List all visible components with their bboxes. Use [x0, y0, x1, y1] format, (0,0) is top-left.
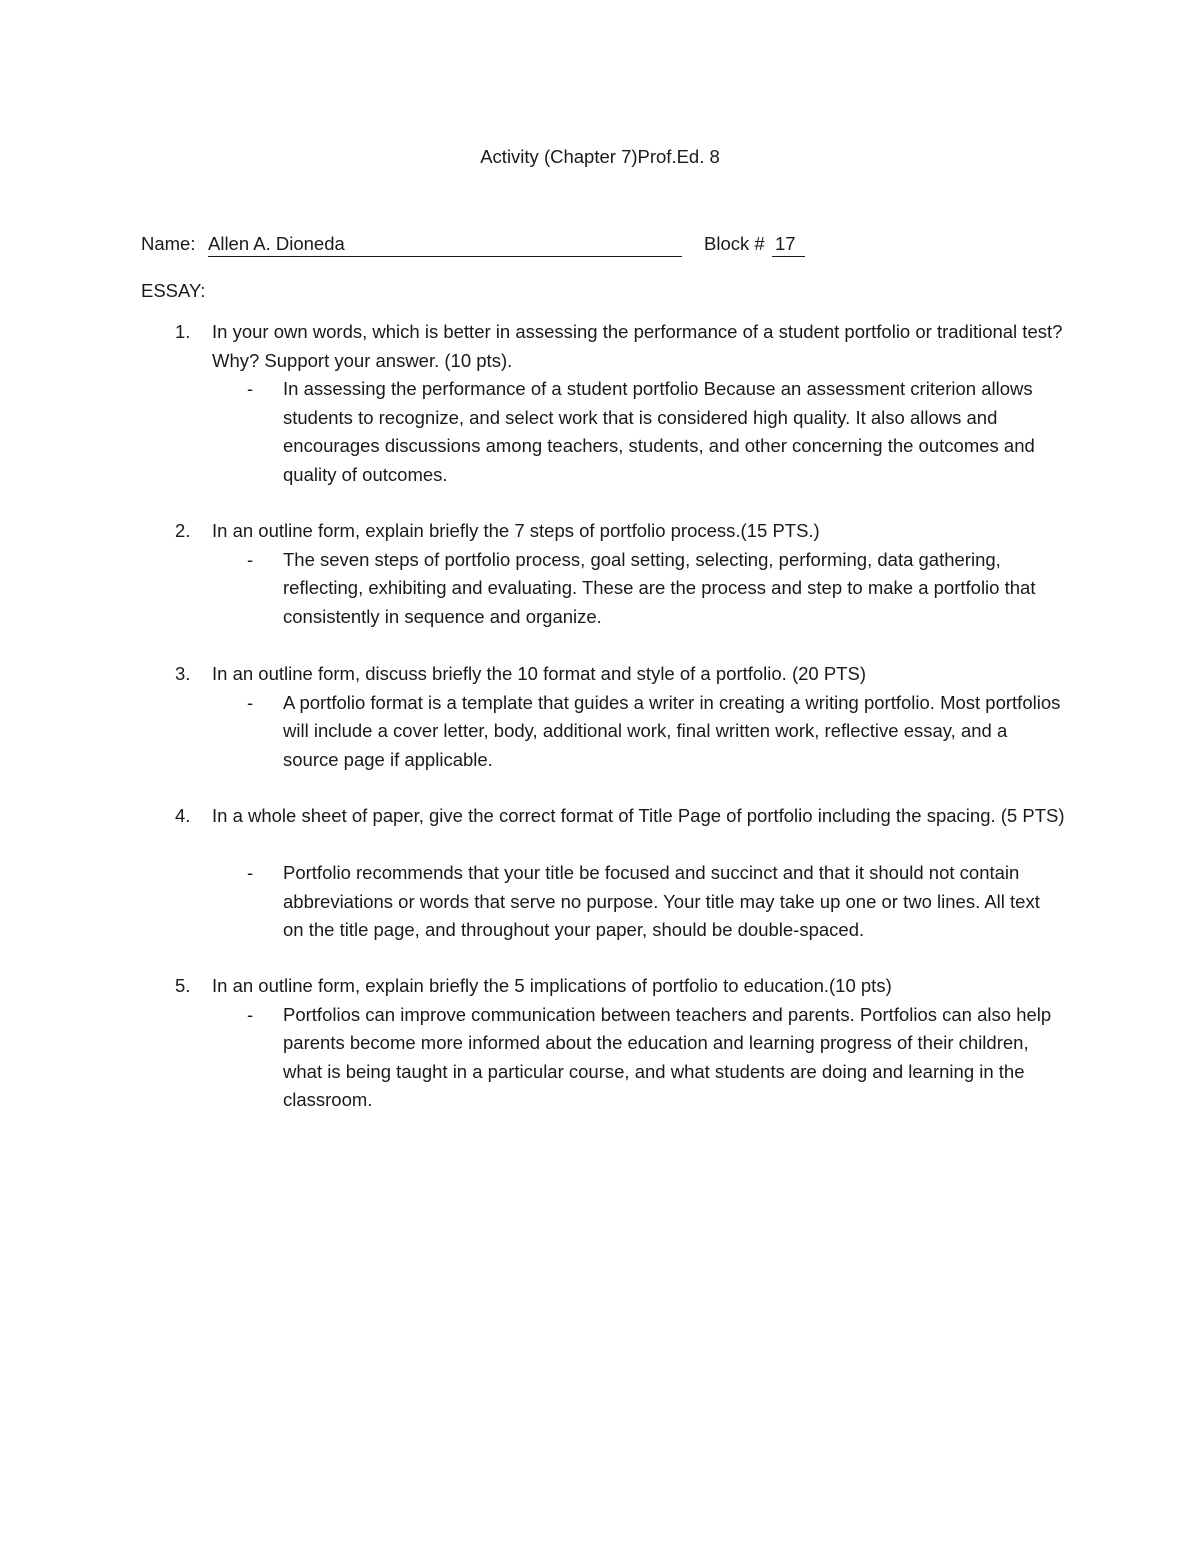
block-label: Block #: [704, 233, 765, 254]
answer-bullet: -: [247, 548, 254, 570]
question-number: 5.: [175, 975, 191, 996]
name-label: Name:: [141, 233, 196, 254]
question-text: In an outline form, explain briefly the 5 implications of portfolio to education.(10 pts): [212, 975, 892, 996]
block-underline: [772, 256, 805, 257]
question-number: 3.: [175, 663, 191, 684]
question-number: 1.: [175, 321, 191, 342]
block-value: 17: [775, 233, 796, 254]
question-number: 4.: [175, 805, 191, 826]
question-text: In an outline form, explain briefly the 7 steps of portfolio process.(15 PTS.): [212, 520, 820, 541]
answer-bullet: -: [247, 862, 254, 883]
name-underline: [208, 256, 682, 257]
essay-label: ESSAY:: [141, 280, 206, 301]
answer-text: Portfolio recommends that your title be focused and succinct and that it should not contain abbreviations or words that serve no purpose. Your title may take up one or two lines. All text on the title page, and throughout your paper, should be double-spaced.: [283, 862, 1040, 941]
answer-bullet: -: [247, 691, 254, 713]
question-text: In your own words, which is better in assessing the performance of a student portfolio or traditional test? Why? Support your answer. (10 pts).: [212, 321, 1063, 371]
question-text: In an outline form, discuss briefly the 10 format and style of a portfolio. (20 PTS): [212, 663, 866, 684]
answer-text: A portfolio format is a template that guides a writer in creating a writing portfolio. Most portfolios will include a cover letter, body, additional work, final written work, reflective essay, and a source page if applicable.: [283, 691, 1061, 770]
answer-text: The seven steps of portfolio process, goal setting, selecting, performing, data gathering, reflecting, exhibiting and evaluating. These are the process and step to make a portfolio that consistently in sequence and organize.: [283, 548, 1036, 627]
answer-bullet: -: [247, 378, 254, 399]
question-text: In a whole sheet of paper, give the correct format of Title Page of portfolio including the spacing. (5 PTS): [212, 805, 1065, 826]
name-value: Allen A. Dioneda: [208, 233, 345, 254]
document-title: Activity (Chapter 7)Prof.Ed. 8: [480, 146, 720, 167]
question-number: 2.: [175, 520, 191, 541]
answer-bullet: -: [247, 1003, 254, 1025]
answer-text: Portfolios can improve communication between teachers and parents. Portfolios can also help parents become more informed about the education and learning progress of their children, what is being taught in a particular course, and what students are doing and learning in the classroom.: [283, 1003, 1052, 1111]
answer-text: In assessing the performance of a student portfolio Because an assessment criterion allows students to recognize, and select work that is considered high quality. It also allows and encourages discussions among teachers, students, and other concerning the outcomes and quality of outcomes.: [283, 378, 1035, 485]
